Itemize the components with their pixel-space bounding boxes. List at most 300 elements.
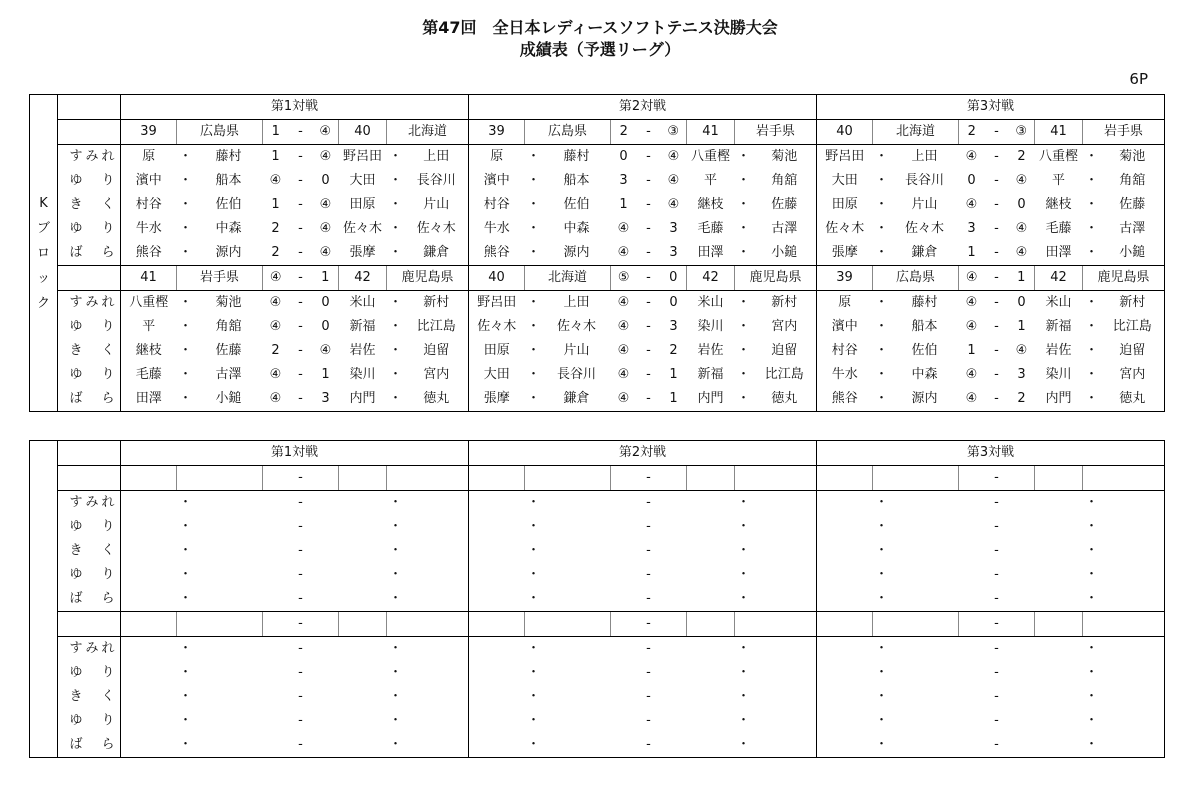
player-b1: 八重樫 (1038, 149, 1078, 164)
team-row-label (58, 120, 121, 145)
player-b1: 米山 (1045, 295, 1072, 310)
match-score-dash: - (985, 241, 1009, 266)
player-a1: 田澤 (121, 387, 177, 412)
pair-label-char: ゆ (69, 665, 83, 680)
team-score-dash: - (985, 612, 1009, 637)
dot-sep: ・ (1083, 733, 1101, 758)
team-score-dash: - (289, 612, 313, 637)
player-a1: 佐々木 (825, 221, 865, 236)
match-score-a: 1 (271, 197, 280, 212)
team-a-prefecture (873, 466, 959, 491)
match-score-dash: - (646, 543, 651, 558)
match-score-a: ④ (617, 319, 630, 334)
player-b2: 新村 (753, 291, 817, 316)
pair-label-char: れ (101, 149, 115, 164)
match-score-dash: - (646, 367, 651, 382)
player-a2: 鎌倉 (891, 241, 959, 266)
match-score-dash: - (298, 319, 303, 334)
dot-sep: ・ (736, 173, 750, 188)
dot-sep: ・ (177, 387, 195, 412)
player-b1: 岩佐 (349, 343, 376, 358)
player-b2: 徳丸 (1101, 387, 1165, 412)
player-a2: 源内 (891, 387, 959, 412)
player-a1: 濱中 (831, 319, 858, 334)
player-a2: 佐藤 (215, 343, 242, 358)
player-b2 (1101, 661, 1165, 685)
match-score-b: 0 (669, 295, 678, 310)
player-a1: 熊谷 (121, 241, 177, 266)
dot-sep: ・ (388, 641, 402, 656)
player-b1: 平 (703, 173, 717, 188)
match-score-dash: - (298, 713, 303, 728)
dot-sep: ・ (525, 587, 543, 612)
player-b2 (405, 685, 469, 709)
match-score-dash: - (298, 641, 303, 656)
player-a1 (469, 661, 525, 685)
player-b1 (339, 733, 387, 758)
player-a1 (469, 491, 525, 516)
player-b1: 佐々木 (342, 221, 382, 236)
pair-label-char: き (69, 197, 83, 212)
dot-sep: ・ (526, 567, 540, 582)
player-b2 (1101, 733, 1165, 758)
player-a2: 中森 (215, 221, 242, 236)
player-a2: 源内 (543, 241, 611, 266)
pair-label (58, 637, 121, 662)
match-score-a: ④ (617, 367, 630, 382)
pair-label-char: す (69, 641, 83, 656)
dot-sep: ・ (388, 713, 402, 728)
player-a1: 原 (490, 149, 504, 164)
dot-sep: ・ (1084, 173, 1098, 188)
match-score-a: ④ (965, 149, 978, 164)
player-b1 (687, 733, 735, 758)
pair-label-char: ら (101, 245, 115, 260)
player-b1 (339, 661, 387, 685)
team-a-number: 39 (469, 120, 525, 145)
match-score-a (959, 563, 985, 587)
team-b-prefecture: 岩手県 (1083, 120, 1165, 145)
player-b2: 古澤 (753, 217, 817, 241)
match-score-dash: - (646, 319, 651, 334)
match-score-b (313, 563, 339, 587)
pair-label (58, 363, 121, 387)
pair-label (58, 709, 121, 733)
match-score-dash: - (985, 587, 1009, 612)
dot-sep: ・ (387, 241, 405, 266)
dot-sep: ・ (526, 295, 540, 310)
match-score-dash: - (646, 567, 651, 582)
player-b2: 小鎚 (1101, 241, 1165, 266)
dot-sep: ・ (388, 173, 402, 188)
match-score-b: ④ (319, 197, 332, 212)
player-b2: 新村 (405, 291, 469, 316)
player-b1: 新福 (697, 367, 724, 382)
pair-label-char: り (101, 713, 115, 728)
dot-sep: ・ (388, 197, 402, 212)
player-b1: 染川 (349, 367, 376, 382)
round-header: 第2対戦 (469, 95, 817, 120)
player-b2 (753, 563, 817, 587)
team-a-prefecture (873, 612, 959, 637)
team-score-a: ④ (959, 266, 985, 291)
match-score-b (313, 587, 339, 612)
dot-sep: ・ (874, 665, 888, 680)
match-score-dash: - (985, 733, 1009, 758)
match-score-a (263, 491, 289, 516)
player-a2 (195, 709, 263, 733)
player-b2: 古澤 (1101, 217, 1165, 241)
match-score-b (1009, 733, 1035, 758)
match-score-b: 0 (321, 295, 330, 310)
pair-label (58, 339, 121, 363)
pair-label-char: ば (69, 391, 83, 406)
match-score-b: ④ (1015, 221, 1028, 236)
dot-sep: ・ (388, 567, 402, 582)
dot-sep: ・ (526, 367, 540, 382)
pair-label-char: り (101, 665, 115, 680)
player-a2: 船本 (911, 319, 938, 334)
match-score-b: ④ (319, 149, 332, 164)
block-label-cell (30, 95, 58, 412)
match-score-a: ④ (965, 295, 978, 310)
match-score-dash: - (994, 543, 999, 558)
page-title: 第47回 全日本レディースソフトテニス決勝大会 (422, 18, 778, 37)
pair-label-char: み (85, 641, 99, 656)
pair-label-char: り (101, 567, 115, 582)
dot-sep: ・ (735, 387, 753, 412)
team-score-b: 1 (313, 266, 339, 291)
dot-sep: ・ (178, 641, 192, 656)
match-score-a (611, 733, 637, 758)
player-a2 (195, 539, 263, 563)
match-score-dash: - (298, 221, 303, 236)
player-b1: 岩佐 (1045, 343, 1072, 358)
team-score-dash: - (289, 466, 313, 491)
match-score-a (263, 637, 289, 662)
player-a2: 小鎚 (195, 387, 263, 412)
player-a2: 佐々木 (904, 221, 944, 236)
dot-sep: ・ (388, 343, 402, 358)
player-a1 (469, 587, 525, 612)
player-b2: 徳丸 (405, 387, 469, 412)
pair-label-char: ば (69, 245, 83, 260)
match-score-dash: - (994, 713, 999, 728)
match-score-b (1009, 685, 1035, 709)
team-b-prefecture: 岩手県 (735, 120, 817, 145)
match-score-b (661, 709, 687, 733)
team-b-prefecture: 鹿児島県 (1083, 266, 1165, 291)
player-b2 (753, 685, 817, 709)
player-b1 (1035, 491, 1083, 516)
match-score-dash: - (646, 295, 651, 310)
player-a2: 源内 (195, 241, 263, 266)
player-a1: 毛藤 (135, 367, 162, 382)
dot-sep: ・ (526, 173, 540, 188)
team-score-a: 2 (959, 120, 985, 145)
match-score-b: 1 (669, 367, 678, 382)
dot-sep: ・ (735, 587, 753, 612)
player-b1: 継枝 (697, 197, 724, 212)
team-a-number (817, 612, 873, 637)
match-score-a (611, 491, 637, 516)
player-a2 (195, 733, 263, 758)
match-score-b: 1 (661, 387, 687, 412)
team-score-b (661, 612, 687, 637)
match-score-a: 1 (271, 149, 280, 164)
pair-label-char: ら (101, 737, 115, 752)
team-score-a: ⑤ (611, 266, 637, 291)
team-score-a (263, 612, 289, 637)
dot-sep: ・ (874, 495, 888, 510)
player-a1 (469, 685, 525, 709)
dot-sep: ・ (874, 519, 888, 534)
match-score-b (661, 491, 687, 516)
match-score-a: 2 (271, 343, 280, 358)
player-b2: 比江島 (753, 363, 817, 387)
dot-sep: ・ (1084, 641, 1098, 656)
player-a2 (891, 709, 959, 733)
dot-sep: ・ (178, 197, 192, 212)
match-score-dash: - (637, 733, 661, 758)
pair-label (58, 193, 121, 217)
player-a1: 村谷 (831, 343, 858, 358)
team-score-b (313, 466, 339, 491)
pair-label (58, 685, 121, 709)
match-score-dash: - (298, 519, 303, 534)
player-a2 (891, 491, 959, 516)
team-score-dash: - (985, 466, 1009, 491)
page-number: 6P (1129, 70, 1148, 88)
pair-label-char: す (69, 295, 83, 310)
pair-label (58, 241, 121, 266)
match-score-b: ④ (667, 197, 680, 212)
match-score-a: ④ (965, 197, 978, 212)
player-b2 (753, 587, 817, 612)
dot-sep: ・ (388, 543, 402, 558)
player-b1 (687, 491, 735, 516)
dot-sep: ・ (387, 387, 405, 412)
dot-sep: ・ (874, 319, 888, 334)
team-b-number: 42 (339, 266, 387, 291)
match-score-a: ④ (617, 295, 630, 310)
match-score-a: 2 (271, 221, 280, 236)
player-b2: 佐藤 (1101, 193, 1165, 217)
match-score-dash: - (298, 689, 303, 704)
player-b1: 米山 (697, 295, 724, 310)
player-a2: 上田 (911, 149, 938, 164)
player-b2 (405, 563, 469, 587)
dot-sep: ・ (526, 343, 540, 358)
player-a2: 佐伯 (215, 197, 242, 212)
player-a2: 片山 (911, 197, 938, 212)
player-a2: 佐々木 (556, 319, 596, 334)
match-score-dash: - (994, 197, 999, 212)
dot-sep: ・ (1084, 149, 1098, 164)
dot-sep: ・ (178, 519, 192, 534)
dot-sep: ・ (525, 387, 543, 412)
dot-sep: ・ (873, 587, 891, 612)
dot-sep: ・ (874, 367, 888, 382)
dot-sep: ・ (1084, 367, 1098, 382)
dot-sep: ・ (736, 713, 750, 728)
player-b2: 宮内 (753, 315, 817, 339)
player-b1 (687, 587, 735, 612)
match-score-a: ④ (617, 221, 630, 236)
match-score-b: 0 (321, 173, 330, 188)
team-a-number: 40 (469, 266, 525, 291)
team-score-dash: - (289, 120, 313, 145)
player-a2 (543, 491, 611, 516)
player-b2: 佐藤 (753, 193, 817, 217)
player-b2: 片山 (405, 193, 469, 217)
pair-label (58, 217, 121, 241)
player-b1: 内門 (1035, 387, 1083, 412)
team-score-a (959, 466, 985, 491)
team-score-dash: - (985, 120, 1009, 145)
match-score-dash: - (637, 241, 661, 266)
dot-sep: ・ (526, 197, 540, 212)
player-b2 (1101, 563, 1165, 587)
player-a2: 長谷川 (556, 367, 596, 382)
match-score-dash: - (646, 495, 651, 510)
match-score-dash: - (289, 241, 313, 266)
match-score-a (611, 661, 637, 685)
dot-sep: ・ (178, 295, 192, 310)
dot-sep: ・ (873, 241, 891, 266)
dot-sep: ・ (1083, 387, 1101, 412)
pair-label-char: み (85, 495, 99, 510)
match-score-b: 2 (1017, 149, 1026, 164)
player-a2 (195, 637, 263, 662)
match-score-dash: - (646, 221, 651, 236)
dot-sep: ・ (178, 221, 192, 236)
team-a-prefecture: 北海道 (525, 266, 611, 291)
player-b1 (1035, 685, 1083, 709)
dot-sep: ・ (526, 519, 540, 534)
team-score-dash: - (637, 120, 661, 145)
dot-sep: ・ (178, 367, 192, 382)
pair-label-char: す (69, 495, 83, 510)
match-score-dash: - (994, 567, 999, 582)
match-score-b (1009, 515, 1035, 539)
match-score-dash: - (646, 343, 651, 358)
team-score-dash: - (289, 266, 313, 291)
pair-label-char: ゆ (69, 221, 83, 236)
player-b1: 新福 (349, 319, 376, 334)
match-score-a (611, 709, 637, 733)
player-b1 (687, 685, 735, 709)
player-a1 (469, 733, 525, 758)
match-score-b (661, 515, 687, 539)
dot-sep: ・ (526, 319, 540, 334)
pair-label-char: ゆ (69, 567, 83, 582)
match-score-dash: - (298, 495, 303, 510)
match-score-a (611, 587, 637, 612)
match-score-b: 2 (1009, 387, 1035, 412)
match-score-a: ④ (611, 241, 637, 266)
player-b2 (753, 637, 817, 662)
team-b-prefecture (1083, 612, 1165, 637)
corner-cell (58, 95, 121, 120)
team-b-prefecture: 鹿児島県 (387, 266, 469, 291)
player-b2 (753, 661, 817, 685)
player-a1: 濱中 (135, 173, 162, 188)
player-a1: 佐々木 (477, 319, 517, 334)
player-b2: 菊池 (753, 145, 817, 170)
match-score-b: ④ (667, 149, 680, 164)
match-score-a (611, 563, 637, 587)
match-score-dash: - (646, 197, 651, 212)
player-b1: 田原 (349, 197, 376, 212)
player-b1: 田澤 (1035, 241, 1083, 266)
team-b-number (339, 612, 387, 637)
dot-sep: ・ (874, 149, 888, 164)
dot-sep: ・ (1084, 319, 1098, 334)
player-a1: 野呂田 (825, 149, 865, 164)
player-b2: 角舘 (753, 169, 817, 193)
match-score-dash: - (298, 567, 303, 582)
match-score-b (313, 539, 339, 563)
team-a-number: 39 (121, 120, 177, 145)
team-score-b (1009, 612, 1035, 637)
player-b2 (1101, 637, 1165, 662)
player-a1: 張摩 (469, 387, 525, 412)
player-a2 (891, 637, 959, 662)
player-a2 (543, 733, 611, 758)
dot-sep: ・ (525, 733, 543, 758)
pair-label-char: み (85, 295, 99, 310)
team-a-prefecture: 岩手県 (177, 266, 263, 291)
dot-sep: ・ (1083, 241, 1101, 266)
round-header: 第3対戦 (817, 95, 1165, 120)
match-score-a: ④ (269, 295, 282, 310)
player-b2 (405, 539, 469, 563)
match-score-b (313, 491, 339, 516)
player-b2 (405, 637, 469, 662)
player-b2 (753, 709, 817, 733)
match-score-b (661, 661, 687, 685)
player-b2: 新村 (1101, 291, 1165, 316)
player-a2 (891, 563, 959, 587)
player-a1 (469, 637, 525, 662)
player-a1 (121, 491, 177, 516)
dot-sep: ・ (178, 149, 192, 164)
player-a1: 張摩 (817, 241, 873, 266)
round-header: 第1対戦 (121, 441, 469, 466)
team-score-b: ④ (313, 120, 339, 145)
dot-sep: ・ (1083, 587, 1101, 612)
player-a2: 中森 (563, 221, 590, 236)
dot-sep: ・ (388, 665, 402, 680)
team-a-prefecture (525, 466, 611, 491)
dot-sep: ・ (736, 495, 750, 510)
dot-sep: ・ (526, 713, 540, 728)
player-b1 (339, 709, 387, 733)
player-a2: 藤村 (911, 295, 938, 310)
pair-label (58, 491, 121, 516)
match-score-a (959, 539, 985, 563)
match-score-a (263, 685, 289, 709)
team-a-prefecture (177, 612, 263, 637)
player-a2 (543, 563, 611, 587)
dot-sep: ・ (1084, 689, 1098, 704)
team-a-number (817, 466, 873, 491)
dot-sep: ・ (1084, 197, 1098, 212)
block-label-char: K (39, 195, 48, 211)
player-b1 (687, 661, 735, 685)
player-b1 (339, 637, 387, 662)
